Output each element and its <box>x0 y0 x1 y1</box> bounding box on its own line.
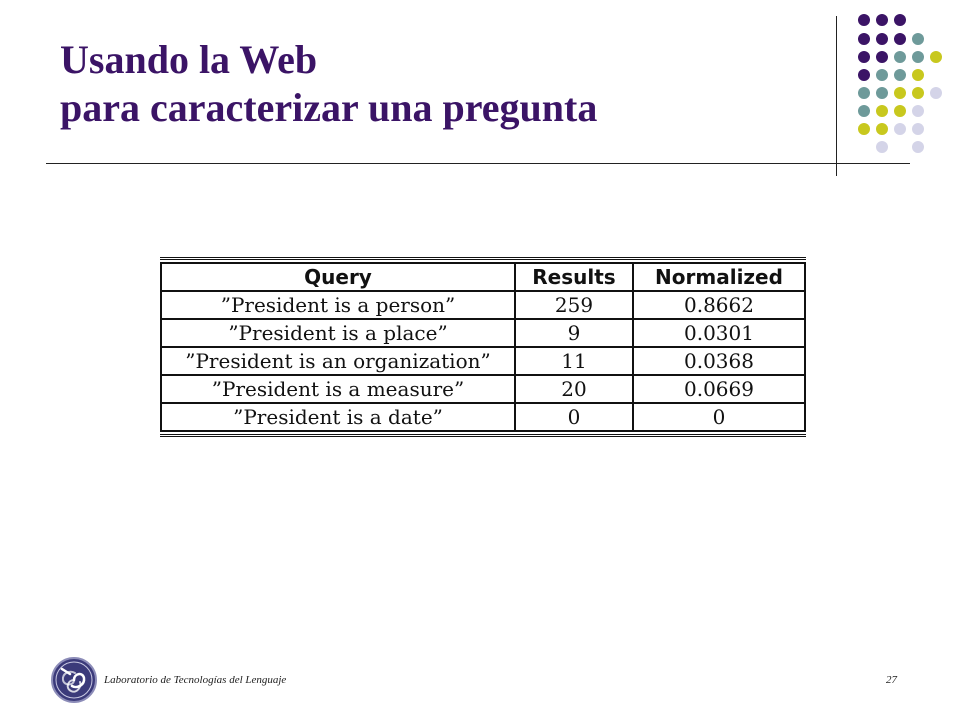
cell-results: 259 <box>515 291 633 319</box>
title-line-2: para caracterizar una pregunta <box>60 85 598 130</box>
dot <box>876 69 888 81</box>
spiral-logo-icon <box>50 656 98 704</box>
dot <box>930 87 942 99</box>
table-row <box>161 291 805 319</box>
cell-results: 9 <box>515 319 633 347</box>
table-row <box>161 347 805 375</box>
cell-results: 20 <box>515 375 633 403</box>
cell-results: 0 <box>515 403 633 431</box>
cell-query: ”President is a place” <box>161 319 515 347</box>
cell-results: 11 <box>515 347 633 375</box>
dot <box>912 141 924 153</box>
cell-query: ”President is a date” <box>161 403 515 431</box>
dot <box>930 51 942 63</box>
dot <box>858 105 870 117</box>
dot <box>876 105 888 117</box>
dot <box>894 51 906 63</box>
dot <box>858 87 870 99</box>
slide-title <box>60 36 597 132</box>
query-results-table-frame <box>160 257 806 437</box>
dot <box>912 123 924 135</box>
title-divider <box>46 163 910 164</box>
cell-normalized: 0.0301 <box>633 319 805 347</box>
dot <box>876 14 888 26</box>
dot <box>894 123 906 135</box>
cell-query: ”President is a measure” <box>161 375 515 403</box>
dot <box>912 51 924 63</box>
table-row <box>161 319 805 347</box>
dot <box>894 33 906 45</box>
cell-query: ”President is an organization” <box>161 347 515 375</box>
table-row <box>161 403 805 431</box>
dot <box>912 87 924 99</box>
query-results-table <box>160 262 806 432</box>
dot <box>876 51 888 63</box>
dot <box>858 69 870 81</box>
decorative-dot-grid <box>852 14 942 154</box>
cell-normalized: 0.0669 <box>633 375 805 403</box>
dot <box>858 51 870 63</box>
header-query: Query <box>161 263 515 291</box>
dot <box>894 105 906 117</box>
dot <box>912 105 924 117</box>
dot <box>858 14 870 26</box>
footer-lab-name: Laboratorio de Tecnologías del Lenguaje <box>104 674 287 686</box>
dot <box>894 14 906 26</box>
dot <box>912 33 924 45</box>
dot <box>858 123 870 135</box>
cell-normalized: 0.0368 <box>633 347 805 375</box>
vertical-divider <box>836 16 837 176</box>
page-number: 27 <box>886 674 897 686</box>
dot <box>876 33 888 45</box>
cell-query: ”President is a person” <box>161 291 515 319</box>
header-results: Results <box>515 263 633 291</box>
dot <box>912 69 924 81</box>
cell-normalized: 0 <box>633 403 805 431</box>
table-header-row <box>161 263 805 291</box>
title-line-1: Usando la Web <box>60 37 318 82</box>
dot <box>876 87 888 99</box>
dot <box>876 141 888 153</box>
cell-normalized: 0.8662 <box>633 291 805 319</box>
dot <box>876 123 888 135</box>
table-row <box>161 375 805 403</box>
dot <box>858 33 870 45</box>
header-normalized: Normalized <box>633 263 805 291</box>
dot <box>894 69 906 81</box>
dot <box>894 87 906 99</box>
